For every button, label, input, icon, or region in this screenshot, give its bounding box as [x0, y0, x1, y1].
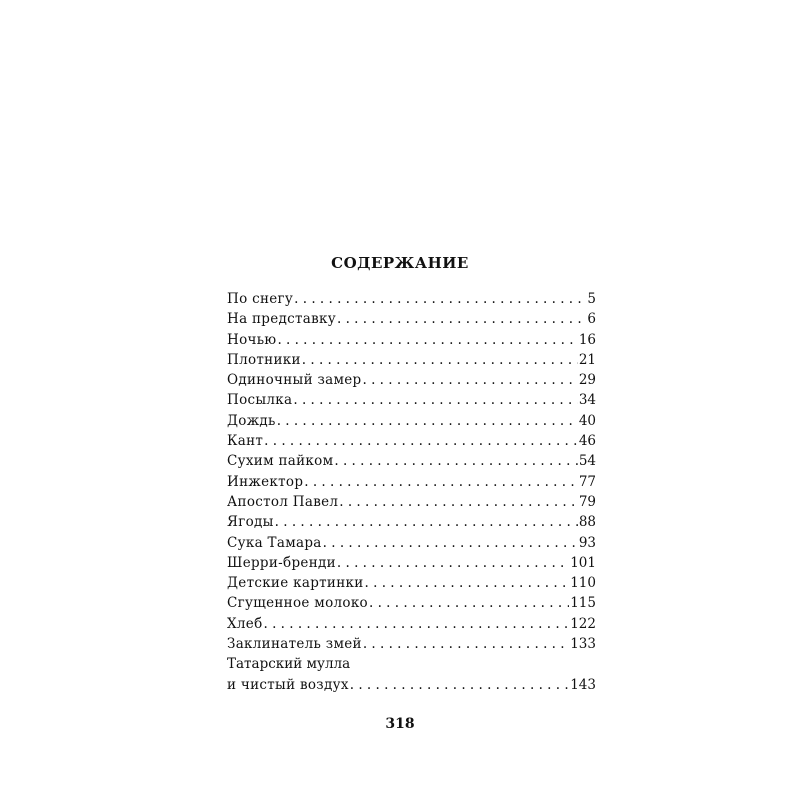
toc-entry: [227, 431, 596, 451]
toc-entry-title: Сухим пайком: [227, 453, 334, 470]
toc-leader-dots: [264, 431, 578, 451]
toc-entry: [227, 289, 596, 309]
toc-entry-title: Апостол Павел: [227, 493, 339, 510]
toc-entry: [227, 350, 596, 370]
toc-leader-dots: [294, 289, 586, 309]
toc-entry: [227, 411, 596, 431]
toc-entry: [227, 573, 596, 593]
toc-heading: СОДЕРЖАНИЕ: [331, 254, 469, 272]
toc-leader-dots: [350, 675, 569, 695]
toc-leader-dots: [337, 553, 569, 573]
toc-entry: [227, 593, 596, 613]
toc-entry-page: 6: [587, 311, 596, 328]
toc-entry-page: 101: [570, 554, 596, 571]
toc-entry-page: 122: [570, 615, 596, 632]
toc-entry: [227, 614, 596, 634]
toc-entry-title: Посылка: [227, 392, 293, 409]
toc-entry-title: Инжектор: [227, 473, 304, 490]
toc-entry-title: Заклинатель змей: [227, 636, 362, 653]
toc-entry-page: 79: [578, 493, 596, 510]
table-of-contents: [227, 289, 596, 695]
toc-entry-title: Сгущенное молоко: [227, 595, 368, 612]
toc-entry-title-first-line: Татарский мулла: [227, 656, 351, 673]
toc-entry-title: Шерри-бренди: [227, 554, 336, 571]
toc-leader-dots: [264, 614, 570, 634]
toc-entry-page: 77: [578, 473, 596, 490]
toc-leader-dots: [337, 309, 586, 329]
toc-entry-title: и чистый воздух: [227, 676, 349, 693]
toc-entry: [227, 675, 596, 695]
toc-entry-page: 46: [578, 433, 596, 450]
toc-leader-dots: [304, 472, 578, 492]
toc-entry-title: Детские картинки: [227, 575, 364, 592]
toc-leader-dots: [323, 533, 578, 553]
toc-leader-dots: [277, 330, 577, 350]
toc-entry-title: Одиночный замер: [227, 372, 362, 389]
toc-entry: [227, 390, 596, 410]
toc-entry: [227, 533, 596, 553]
toc-leader-dots: [277, 411, 578, 431]
toc-leader-dots: [363, 370, 578, 390]
toc-entry: [227, 451, 596, 471]
toc-leader-dots: [275, 512, 578, 532]
toc-leader-dots: [302, 350, 578, 370]
toc-entry-page: 29: [578, 372, 596, 389]
toc-entry: [227, 492, 596, 512]
toc-entry: [227, 553, 596, 573]
toc-leader-dots: [334, 451, 577, 471]
toc-entry-title: Сука Тамара: [227, 534, 322, 551]
toc-entry: [227, 309, 596, 329]
toc-entry-page: 34: [578, 392, 596, 409]
toc-leader-dots: [363, 634, 569, 654]
toc-leader-dots: [369, 593, 569, 613]
toc-entry-page: 40: [578, 412, 596, 429]
page-number: 318: [385, 716, 415, 732]
toc-entry-page: 16: [578, 331, 596, 348]
toc-entry-page: 133: [570, 636, 596, 653]
toc-entry: [227, 472, 596, 492]
toc-entry-title: Ночью: [227, 331, 277, 348]
toc-entry: [227, 634, 596, 654]
toc-entry-title: Плотники: [227, 351, 301, 368]
toc-entry-page: 54: [578, 453, 596, 470]
toc-entry-title: Дождь: [227, 412, 276, 429]
toc-entry-title: Ягоды: [227, 514, 274, 531]
toc-entry: [227, 512, 596, 532]
toc-leader-dots: [339, 492, 578, 512]
toc-entry-page: 21: [578, 351, 596, 368]
toc-leader-dots: [293, 390, 577, 410]
toc-entry-title: На представку: [227, 311, 337, 328]
toc-entry-page: 143: [570, 676, 596, 693]
toc-entry-page: 115: [570, 595, 596, 612]
toc-entry-page: 110: [570, 575, 596, 592]
toc-leader-dots: [365, 573, 570, 593]
toc-entry-page: 5: [587, 291, 596, 307]
toc-entry-title: Хлеб: [227, 615, 263, 632]
toc-entry: [227, 370, 596, 390]
toc-entry-page: 88: [578, 514, 596, 531]
toc-entry: [227, 330, 596, 350]
toc-entry-page: 93: [578, 534, 596, 551]
toc-entry-title: Кант: [227, 433, 264, 450]
toc-entry-title: По снегу: [227, 291, 294, 307]
